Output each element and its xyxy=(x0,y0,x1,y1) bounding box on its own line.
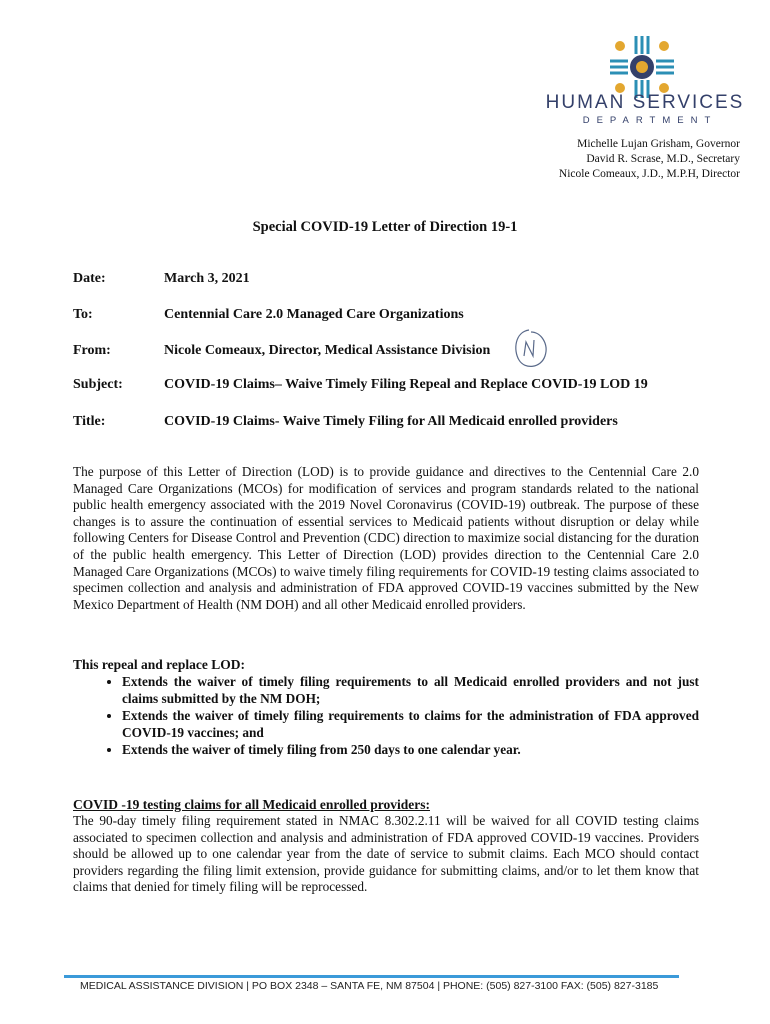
logo-subtitle: DEPARTMENT xyxy=(582,115,718,126)
list-item: • Extends the waiver of timely filing requirements to all Medicaid enrolled providers and not just claims submitted by the NM DOH; xyxy=(122,674,699,707)
official-director: Nicole Comeaux, J.D., M.P.H, Director xyxy=(558,168,740,180)
official-secretary: David R. Scrase, M.D., Secretary xyxy=(586,153,740,165)
section-heading: COVID -19 testing claims for all Medicaid enrolled providers: xyxy=(73,797,430,812)
officials-block xyxy=(559,137,740,182)
footer-text: MEDICAL ASSISTANCE DIVISION | PO BOX 2348 – SANTA FE, NM 87504 | PHONE: (505) 827-3100 FAX: (505) 827-3185 xyxy=(80,980,659,992)
to-value: Centennial Care 2.0 Managed Care Organizations xyxy=(164,307,464,322)
subject-label: Subject: xyxy=(73,377,123,392)
document-title: Special COVID-19 Letter of Direction 19-1 xyxy=(252,219,518,235)
signature-initials xyxy=(507,326,551,372)
date-label: Date: xyxy=(73,271,106,286)
title-value: COVID-19 Claims- Waive Timely Filing for All Medicaid enrolled providers xyxy=(164,414,618,429)
date-value: March 3, 2021 xyxy=(164,271,250,286)
list-item: • Extends the waiver of timely filing from 250 days to one calendar year. xyxy=(122,742,699,759)
from-value: Nicole Comeaux, Director, Medical Assistance Division xyxy=(164,343,491,358)
footer-divider xyxy=(64,975,679,978)
repeal-list xyxy=(73,674,699,760)
subject-value: COVID-19 Claims– Waive Timely Filing Repeal and Replace COVID-19 LOD 19 xyxy=(164,377,648,392)
list-item: • Extends the waiver of timely filing requirements to claims for the administration of FDA approved COVID-19 vaccines; and xyxy=(122,708,699,741)
title-label: Title: xyxy=(73,414,106,429)
repeal-heading: This repeal and replace LOD: xyxy=(73,657,246,672)
to-label: To: xyxy=(73,307,93,322)
section-body: The 90-day timely filing requirement stated in NMAC 8.302.2.11 will be waived for all COVID testing claims associated to specimen collection and analysis and administration of FDA approved COVID-19 vaccines. Providers should be allowed up to one calendar year from the date of service to submit claims. Each MCO should contact providers regarding the filing limit extension, provide guidance for submitting claims, and/or to let them know that claims that denied for timely filing will be reprocessed. xyxy=(73,813,699,895)
from-label: From: xyxy=(73,343,111,358)
intro-paragraph: The purpose of this Letter of Direction (LOD) is to provide guidance and directives to the Centennial Care 2.0 Managed Care Organizations (MCOs) for modification of services and program standards related to the national public health emergency associated with the 2019 Novel Coronavirus (COVID-19) outbreak. The purpose of these changes is to assure the continuation of essential services to Medicaid patients without disruption or delay while following Centers for Disease Control and Prevention (CDC) direction to maximize social distancing for the duration of the public health emergency. This Letter of Direction (LOD) provides direction to the Centennial Care 2.0 Managed Care Organizations (MCOs) to waive timely filing requirements for COVID-19 testing claims associated to specimen collection and analysis and administration of FDA approved COVID-19 vaccines submitted by the New Mexico Department of Health (NM DOH) and all other Medicaid enrolled providers. xyxy=(73,464,699,612)
official-governor: Michelle Lujan Grisham, Governor xyxy=(577,138,740,150)
logo-name: HUMAN SERVICES xyxy=(545,92,745,113)
